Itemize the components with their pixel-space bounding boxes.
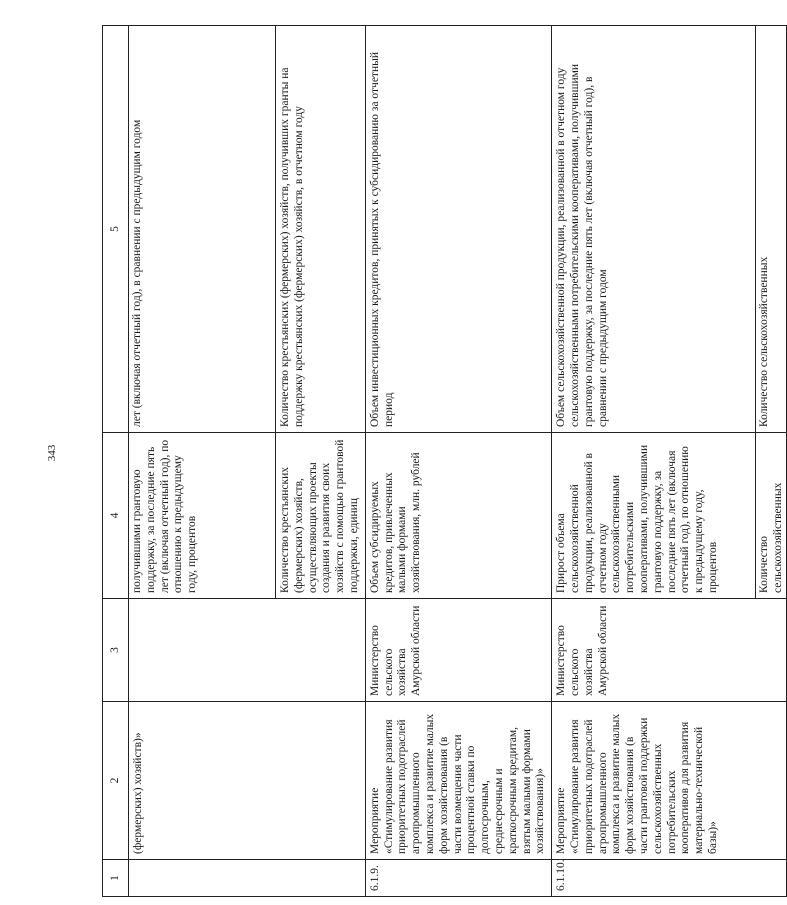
cell-method: лет (включая отчетный год), в сравнении с предыдущим годом xyxy=(129,26,276,433)
cell-indicator: Количество сельскохозяйственных xyxy=(756,433,787,599)
table-row xyxy=(365,26,551,897)
document-page xyxy=(102,26,784,897)
column-header: 2 xyxy=(103,702,129,860)
cell-measure: (фермерских) хозяйств)» xyxy=(129,702,366,860)
cell-method: Количество крестьянских (фермерских) хозяйств, получивших гранты на поддержку крестьянских (фермерских) хозяйств, в отчетном году xyxy=(276,26,366,433)
cell-number: 6.1.10. xyxy=(552,860,787,897)
cell-responsible: Министерство сельского хозяйства Амурской области xyxy=(552,599,787,702)
cell-measure: Мероприятие «Стимулирование развития приоритетных подотраслей агропромышленного комплекса и развитие малых форм хозяйствования (в части грантовой поддержки сельскохозяйственных потребительских кооперативов для развития материально-технической базы)» xyxy=(552,702,787,860)
program-measures-table xyxy=(102,25,787,897)
cell-method: Объем инвестиционных кредитов, принятых к субсидированию за отчетный период xyxy=(365,26,551,433)
column-header: 5 xyxy=(103,26,129,433)
table-rotated-wrapper xyxy=(102,26,784,897)
cell-method: Количество сельскохозяйственных xyxy=(756,26,787,433)
column-header: 4 xyxy=(103,433,129,599)
page-number: 343 xyxy=(46,444,58,462)
cell-responsible xyxy=(129,599,366,702)
cell-measure: Мероприятие «Стимулирование развития приоритетных подотраслей агропромышленного комплекса и развитие малых форм хозяйствования (в части возмещения части процентной ставки по долгосрочным, среднесрочным и краткосрочным кредитам, взятым малыми формами хозяйствования)» xyxy=(365,702,551,860)
table-row xyxy=(552,26,756,897)
cell-method: Объем сельскохозяйственной продукции, реализованной в отчетном году сельскохозяйственными потребительскими кооперативами, получившими грантовую поддержку, за последние пять лет (включая отчетный год), в сравнении с предыдущим годом xyxy=(552,26,756,433)
cell-indicator: Объем субсидируемых кредитов, привлеченных малыми формами хозяйствования, млн. рублей xyxy=(365,433,551,599)
table-row xyxy=(129,26,276,897)
cell-indicator: получившими грантовую поддержку, за последние пять лет (включая отчетный год), по отношению к предыдущему году, процентов xyxy=(129,433,276,599)
header-row xyxy=(103,26,129,897)
cell-responsible: Министерство сельского хозяйства Амурской области xyxy=(365,599,551,702)
cell-indicator: Количество крестьянских (фермерских) хозяйств, осуществляющих проекты создания и развития своих хозяйств с помощью грантовой поддержки, единиц xyxy=(276,433,366,599)
cell-indicator: Прирост объема сельскохозяйственной продукции, реализованной в отчетном году сельскохозяйственными потребительскими кооперативами, получившими грантовую поддержку, за последние пять лет (включая отчетный год), по отношению к предыдущему году, процентов xyxy=(552,433,756,599)
column-header: 3 xyxy=(103,599,129,702)
cell-number: 6.1.9. xyxy=(365,860,551,897)
cell-number xyxy=(129,860,366,897)
column-header: 1 xyxy=(103,860,129,897)
